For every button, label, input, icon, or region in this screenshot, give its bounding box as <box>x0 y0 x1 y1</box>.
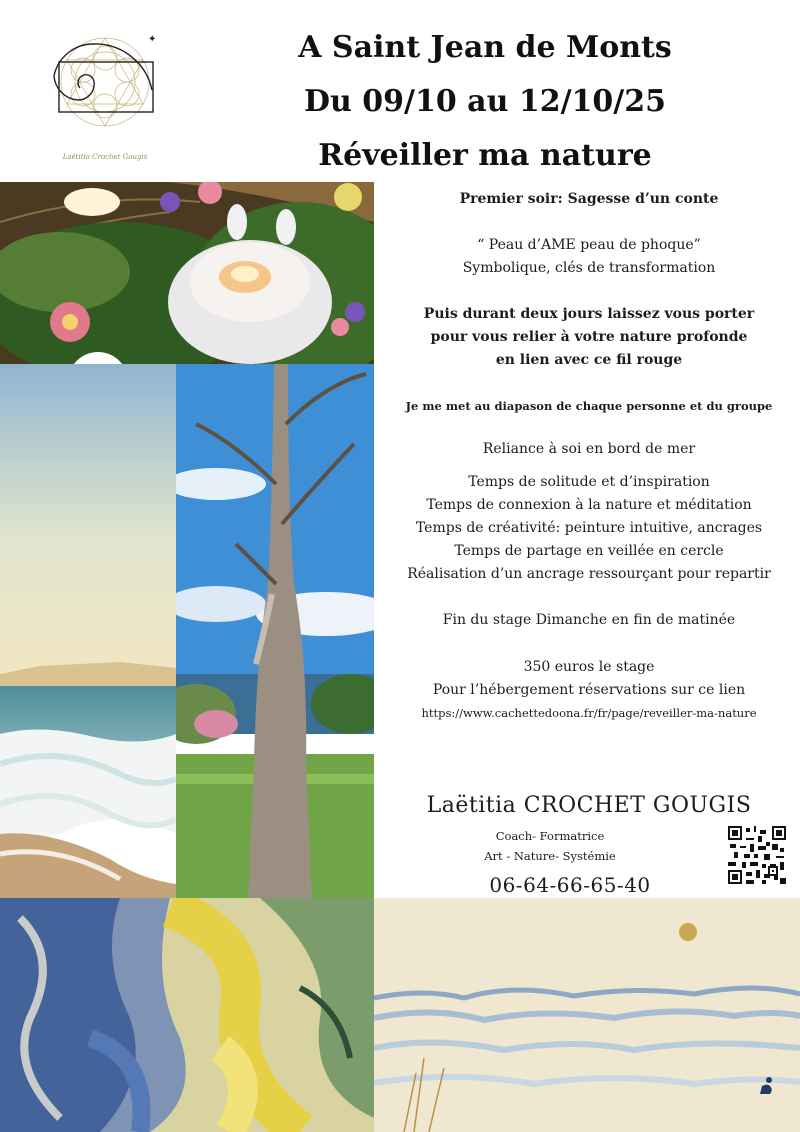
intro-line: pour vous relier à votre nature profonde <box>430 329 748 345</box>
end-info: Fin du stage Dimanche en fin de matinée <box>442 612 736 628</box>
abstract-painting-photo <box>0 898 374 1132</box>
first-evening: Premier soir: Sagesse d’un conte <box>459 191 719 207</box>
activity-item: Temps de créativité: peinture intuitive, ancrages <box>415 520 763 536</box>
intro-line: en lien avec ce fil rouge <box>495 352 683 368</box>
qr-code-icon[interactable] <box>728 826 786 884</box>
coach-specialties: Art - Nature- Systémie <box>484 849 616 863</box>
coach-role: Coach- Formatrice <box>495 829 605 843</box>
candle-centerpiece-photo <box>0 182 374 364</box>
logo <box>42 24 168 164</box>
title-theme: Réveiller ma nature <box>318 138 652 173</box>
title-dates: Du 09/10 au 12/10/25 <box>303 84 667 119</box>
coach-name: Laëtitia CROCHET GOUGIS <box>426 793 752 818</box>
tale-title: “ Peau d’AME peau de phoque” <box>477 237 701 253</box>
reliance: Reliance à soi en bord de mer <box>482 441 696 457</box>
lodging-info: Pour l’hébergement réservations sur ce lien <box>432 682 746 698</box>
phone-number[interactable]: 06-64-66-65-40 <box>489 873 651 897</box>
attunement: Je me met au diapason de chaque personne et du groupe <box>405 399 773 413</box>
sacred-geometry-spiral-icon <box>42 24 168 164</box>
title-location: A Saint Jean de Monts <box>298 30 672 65</box>
intro-line: Puis durant deux jours laissez vous porter <box>423 306 755 322</box>
watercolor-sea-painting-photo <box>374 898 800 1132</box>
activity-item: Temps de connexion à la nature et méditation <box>426 497 752 513</box>
booking-link[interactable]: https://www.cachettedoona.fr/fr/page/reveiller-ma-nature <box>421 706 757 720</box>
tree-park-photo <box>176 364 374 898</box>
activity-item: Temps de solitude et d’inspiration <box>468 474 710 490</box>
activity-item: Réalisation d’un ancrage ressourçant pour repartir <box>407 566 771 582</box>
beach-waves-photo <box>0 364 176 898</box>
price: 350 euros le stage <box>523 659 655 675</box>
svg-text:✦: ✦ <box>148 34 157 45</box>
activity-item: Temps de partage en veillée en cercle <box>454 543 724 559</box>
tale-subtitle: Symbolique, clés de transformation <box>462 260 716 276</box>
svg-text:Laëtitia Crochet Gougis: Laëtitia Crochet Gougis <box>62 153 148 161</box>
